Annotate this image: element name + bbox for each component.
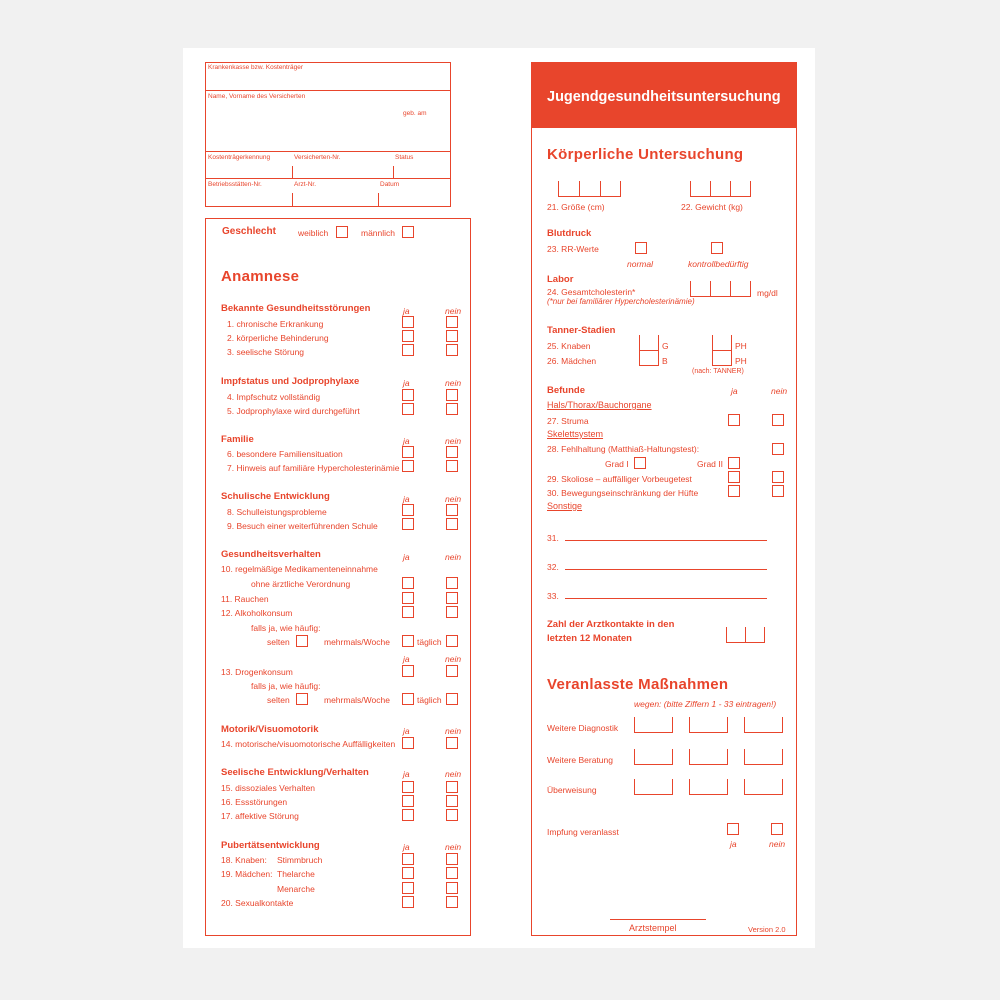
status-label: Status — [395, 154, 414, 161]
item-17-nein[interactable] — [446, 809, 458, 821]
bewegung-nein[interactable] — [772, 485, 784, 497]
section-impf: Impfstatus und Jodprophylaxe — [221, 376, 360, 387]
n33-label: 33. — [547, 591, 559, 601]
diagnostik-field-3[interactable] — [744, 717, 783, 733]
maedchen-ph-field[interactable] — [712, 350, 732, 366]
item-5-ja[interactable] — [402, 403, 414, 415]
n32-label: 32. — [547, 562, 559, 572]
item-10b: ohne ärztliche Verordnung — [251, 579, 351, 589]
section-bekannte: Bekannte Gesundheitsstörungen — [221, 303, 371, 314]
struma-label: 27. Struma — [547, 416, 589, 426]
version-label: Version 2.0 — [748, 925, 786, 934]
diagnostik-field-2[interactable] — [689, 717, 728, 733]
selten-label: selten — [267, 637, 290, 647]
nein-header: nein — [445, 769, 462, 779]
nein-header: nein — [445, 494, 462, 504]
ja-header: ja — [731, 386, 738, 396]
item-9: 9. Besuch einer weiterführenden Schule — [227, 521, 378, 531]
menarche-label: Menarche — [277, 884, 315, 894]
item-11-nein[interactable] — [446, 592, 458, 604]
arztkontakte-line2: letzten 12 Monaten — [547, 633, 632, 644]
item-17-ja[interactable] — [402, 809, 414, 821]
skoliose-ja[interactable] — [728, 471, 740, 483]
falls-ja-label: falls ja, wie häufig: — [251, 623, 321, 633]
krankenkasse-label: Krankenkasse bzw. Kostenträger — [208, 64, 304, 71]
item-10-nein[interactable] — [446, 577, 458, 589]
item-7-ja[interactable] — [402, 460, 414, 472]
item-4: 4. Impfschutz vollständig — [227, 392, 321, 402]
item-10-ja[interactable] — [402, 577, 414, 589]
fehlhaltung-label: 28. Fehlhaltung (Matthiaß-Haltungstest): — [547, 444, 700, 454]
nein-header: nein — [445, 842, 462, 852]
ja-header: ja — [403, 494, 410, 504]
ja-header: ja — [403, 306, 410, 316]
item-20: 20. Sexualkontakte — [221, 898, 294, 908]
sonstige-32-line[interactable] — [565, 569, 767, 570]
arztkontakte-line1: Zahl der Arztkontakte in den — [547, 619, 675, 630]
gewicht-digit-2[interactable] — [710, 181, 730, 197]
skoliose-nein[interactable] — [772, 471, 784, 483]
nein-header: nein — [445, 306, 462, 316]
nein-header: nein — [445, 654, 462, 664]
item-14: 14. motorische/visuomotorische Auffälligkeiten — [221, 739, 396, 749]
ja-header: ja — [403, 726, 410, 736]
nein-header: nein — [771, 386, 788, 396]
rr-label: 23. RR-Werte — [547, 244, 599, 254]
maennlich-label: männlich — [361, 228, 396, 238]
ph-label: PH — [735, 356, 747, 366]
arzt-nr-label: Arzt-Nr. — [294, 181, 317, 188]
impfung-label: Impfung veranlasst — [547, 827, 619, 837]
ueberweisung-field-1[interactable] — [634, 779, 673, 795]
maennlich-checkbox[interactable] — [402, 226, 414, 238]
gewicht-digit-1[interactable] — [690, 181, 710, 197]
arztkontakte-digit-1[interactable] — [726, 627, 745, 643]
n31-label: 31. — [547, 533, 559, 543]
gewicht-digit-3[interactable] — [730, 181, 751, 197]
ja-header: ja — [403, 842, 410, 852]
mehrmals-label: mehrmals/Woche — [324, 637, 390, 647]
stimmbruch-label: Stimmbruch — [277, 855, 323, 865]
drogen-selten-checkbox[interactable] — [296, 693, 308, 705]
item-20-ja[interactable] — [402, 896, 414, 908]
item-9-nein[interactable] — [446, 518, 458, 530]
impfung-ja[interactable] — [727, 823, 739, 835]
thelarche-nein[interactable] — [446, 867, 458, 879]
item-15: 15. dissoziales Verhalten — [221, 783, 316, 793]
section-schule: Schulische Entwicklung — [221, 491, 330, 502]
item-7: 7. Hinweis auf familiäre Hypercholesterinämie — [227, 463, 400, 473]
gewicht-label: 22. Gewicht (kg) — [681, 202, 743, 212]
item-20-nein[interactable] — [446, 896, 458, 908]
maedchen-label: 26. Mädchen — [547, 356, 597, 366]
item-11: 11. Rauchen — [221, 594, 269, 604]
item-16: 16. Essstörungen — [221, 797, 288, 807]
item-1-nein[interactable] — [446, 316, 458, 328]
nein-header: nein — [445, 726, 462, 736]
item-1: 1. chronische Erkrankung — [227, 319, 324, 329]
ja-header: ja — [403, 654, 410, 664]
beratung-field-2[interactable] — [689, 749, 728, 765]
item-13: 13. Drogenkonsum — [221, 667, 293, 677]
arztkontakte-digit-2[interactable] — [745, 627, 765, 643]
item-2: 2. körperliche Behinderung — [227, 333, 329, 343]
ja-header: ja — [403, 552, 410, 562]
geschlecht-label: Geschlecht — [222, 226, 276, 237]
item-2-nein[interactable] — [446, 330, 458, 342]
item-6-ja[interactable] — [402, 446, 414, 458]
form-title: Jugendgesundheitsuntersuchung — [547, 89, 781, 105]
weiblich-label: weiblich — [298, 228, 329, 238]
struma-nein[interactable] — [772, 414, 784, 426]
hyper-note: (*nur bei familiärer Hypercholesterinämie) — [547, 297, 695, 306]
hals-subheading: Hals/Thorax/Bauchorgane — [547, 400, 652, 410]
veranlasste-title: Veranlasste Maßnahmen — [547, 676, 729, 693]
groesse-digit-2[interactable] — [579, 181, 600, 197]
wegen-note: wegen: (bitte Ziffern 1 - 33 eintragen!) — [634, 699, 777, 709]
struma-ja[interactable] — [728, 414, 740, 426]
section-seelisch: Seelische Entwicklung/Verhalten — [221, 767, 369, 778]
item-16-nein[interactable] — [446, 795, 458, 807]
stimmbruch-ja[interactable] — [402, 853, 414, 865]
section-familie: Familie — [221, 434, 254, 445]
grad2-label: Grad II — [697, 459, 723, 469]
mehrmals-label: mehrmals/Woche — [324, 695, 390, 705]
item-3: 3. seelische Störung — [227, 347, 305, 357]
drogen-mehrmals-checkbox[interactable] — [402, 693, 414, 705]
ph-label: PH — [735, 341, 747, 351]
thelarche-ja[interactable] — [402, 867, 414, 879]
nein-header: nein — [445, 552, 462, 562]
impfung-nein[interactable] — [771, 823, 783, 835]
koerperliche-title: Körperliche Untersuchung — [547, 146, 744, 163]
bewegung-ja[interactable] — [728, 485, 740, 497]
menarche-ja[interactable] — [402, 882, 414, 894]
taeglich-label: täglich — [417, 695, 442, 705]
normal-label: normal — [627, 259, 653, 269]
item-10a: 10. regelmäßige Medikamenteneinnahme — [221, 564, 378, 574]
beratung-field-3[interactable] — [744, 749, 783, 765]
ja-header: ja — [403, 436, 410, 446]
item-3-ja[interactable] — [402, 344, 414, 356]
gesamtcholesterin-label: 24. Gesamtcholesterin* — [547, 287, 636, 297]
item-11-ja[interactable] — [402, 592, 414, 604]
betriebsstaetten-nr-label: Betriebsstätten-Nr. — [208, 181, 262, 188]
item-5: 5. Jodprophylaxe wird durchgeführt — [227, 406, 360, 416]
nein-header: nein — [445, 436, 462, 446]
diagnostik-field-1[interactable] — [634, 717, 673, 733]
chol-digit-2[interactable] — [710, 281, 730, 297]
ueberweisung-field-2[interactable] — [689, 779, 728, 795]
item-2-ja[interactable] — [402, 330, 414, 342]
item-4-ja[interactable] — [402, 389, 414, 401]
ueberweisung-field-3[interactable] — [744, 779, 783, 795]
beratung-label: Weitere Beratung — [547, 755, 613, 765]
sonstige-33-line[interactable] — [565, 598, 767, 599]
alkohol-mehrmals-checkbox[interactable] — [402, 635, 414, 647]
item-4-nein[interactable] — [446, 389, 458, 401]
datum-label: Datum — [380, 181, 400, 188]
stimmbruch-nein[interactable] — [446, 853, 458, 865]
alkohol-taeglich-checkbox[interactable] — [446, 635, 458, 647]
maedchen-b-field[interactable] — [639, 350, 659, 366]
sonstige-subheading: Sonstige — [547, 501, 583, 511]
item-13-ja[interactable] — [402, 665, 414, 677]
name-label: Name, Vorname des Versicherten — [208, 93, 306, 100]
section-pubertaet: Pubertätsentwicklung — [221, 840, 320, 851]
ueberweisung-label: Überweisung — [547, 785, 597, 795]
mgdl-unit: mg/dl — [757, 288, 778, 298]
nein-header: nein — [445, 378, 462, 388]
kontroll-label: kontrollbedürftig — [688, 259, 749, 269]
g-label: G — [662, 341, 669, 351]
anamnese-title: Anamnese — [221, 268, 300, 285]
item-3-nein[interactable] — [446, 344, 458, 356]
bewegung-label: 30. Bewegungseinschränkung der Hüfte — [547, 488, 699, 498]
item-8: 8. Schulleistungsprobleme — [227, 507, 327, 517]
item-12: 12. Alkoholkonsum — [221, 608, 293, 618]
item-15-nein[interactable] — [446, 781, 458, 793]
drogen-taeglich-checkbox[interactable] — [446, 693, 458, 705]
nach-tanner-label: (nach: TANNER) — [692, 368, 744, 375]
labor-heading: Labor — [547, 274, 574, 285]
item-12-nein[interactable] — [446, 606, 458, 618]
skoliose-label: 29. Skoliose – auffälliger Vorbeugetest — [547, 474, 692, 484]
section-motorik: Motorik/Visuomotorik — [221, 724, 319, 735]
grad2-checkbox[interactable] — [728, 457, 740, 469]
item-15-ja[interactable] — [402, 781, 414, 793]
befunde-heading: Befunde — [547, 385, 585, 396]
ja-header: ja — [403, 769, 410, 779]
sonstige-31-line[interactable] — [565, 540, 767, 541]
item-19: 19. Mädchen: — [221, 869, 273, 879]
tanner-heading: Tanner-Stadien — [547, 325, 616, 336]
item-6: 6. besondere Familiensituation — [227, 449, 343, 459]
groesse-label: 21. Größe (cm) — [547, 202, 605, 212]
rr-normal-checkbox[interactable] — [635, 242, 647, 254]
selten-label: selten — [267, 695, 290, 705]
taeglich-label: täglich — [417, 637, 442, 647]
chol-digit-3[interactable] — [730, 281, 751, 297]
item-9-ja[interactable] — [402, 518, 414, 530]
ja-label: ja — [730, 839, 737, 849]
item-12-ja[interactable] — [402, 606, 414, 618]
alkohol-selten-checkbox[interactable] — [296, 635, 308, 647]
fehlhaltung-nein[interactable] — [772, 443, 784, 455]
geb-label: geb. am — [403, 110, 427, 117]
item-17: 17. affektive Störung — [221, 811, 299, 821]
diagnostik-label: Weitere Diagnostik — [547, 723, 619, 733]
knaben-label: 25. Knaben — [547, 341, 591, 351]
item-8-ja[interactable] — [402, 504, 414, 516]
item-7-nein[interactable] — [446, 460, 458, 472]
kostentraegerkennung-label: Kostenträgerkennung — [208, 154, 271, 161]
versicherten-nr-label: Versicherten-Nr. — [294, 154, 341, 161]
item-14-nein[interactable] — [446, 737, 458, 749]
item-1-ja[interactable] — [402, 316, 414, 328]
groesse-digit-1[interactable] — [558, 181, 579, 197]
section-verhalten: Gesundheitsverhalten — [221, 549, 321, 560]
item-5-nein[interactable] — [446, 403, 458, 415]
menarche-nein[interactable] — [446, 882, 458, 894]
skelett-subheading: Skelettsystem — [547, 429, 604, 439]
knaben-g-field[interactable] — [639, 335, 659, 351]
b-label: B — [662, 356, 668, 366]
item-18: 18. Knaben: — [221, 855, 267, 865]
thelarche-label: Thelarche — [277, 869, 315, 879]
item-16-ja[interactable] — [402, 795, 414, 807]
blutdruck-heading: Blutdruck — [547, 228, 592, 239]
beratung-field-1[interactable] — [634, 749, 673, 765]
grad1-checkbox[interactable] — [634, 457, 646, 469]
ja-header: ja — [403, 378, 410, 388]
falls-ja-label: falls ja, wie häufig: — [251, 681, 321, 691]
nein-label: nein — [769, 839, 786, 849]
item-6-nein[interactable] — [446, 446, 458, 458]
groesse-digit-3[interactable] — [600, 181, 621, 197]
rr-kontroll-checkbox[interactable] — [711, 242, 723, 254]
item-14-ja[interactable] — [402, 737, 414, 749]
arztstempel-label: Arztstempel — [629, 923, 677, 933]
knaben-ph-field[interactable] — [712, 335, 732, 351]
arztstempel-line — [610, 919, 706, 920]
chol-digit-1[interactable] — [690, 281, 710, 297]
grad1-label: Grad I — [605, 459, 629, 469]
weiblich-checkbox[interactable] — [336, 226, 348, 238]
item-13-nein[interactable] — [446, 665, 458, 677]
item-8-nein[interactable] — [446, 504, 458, 516]
